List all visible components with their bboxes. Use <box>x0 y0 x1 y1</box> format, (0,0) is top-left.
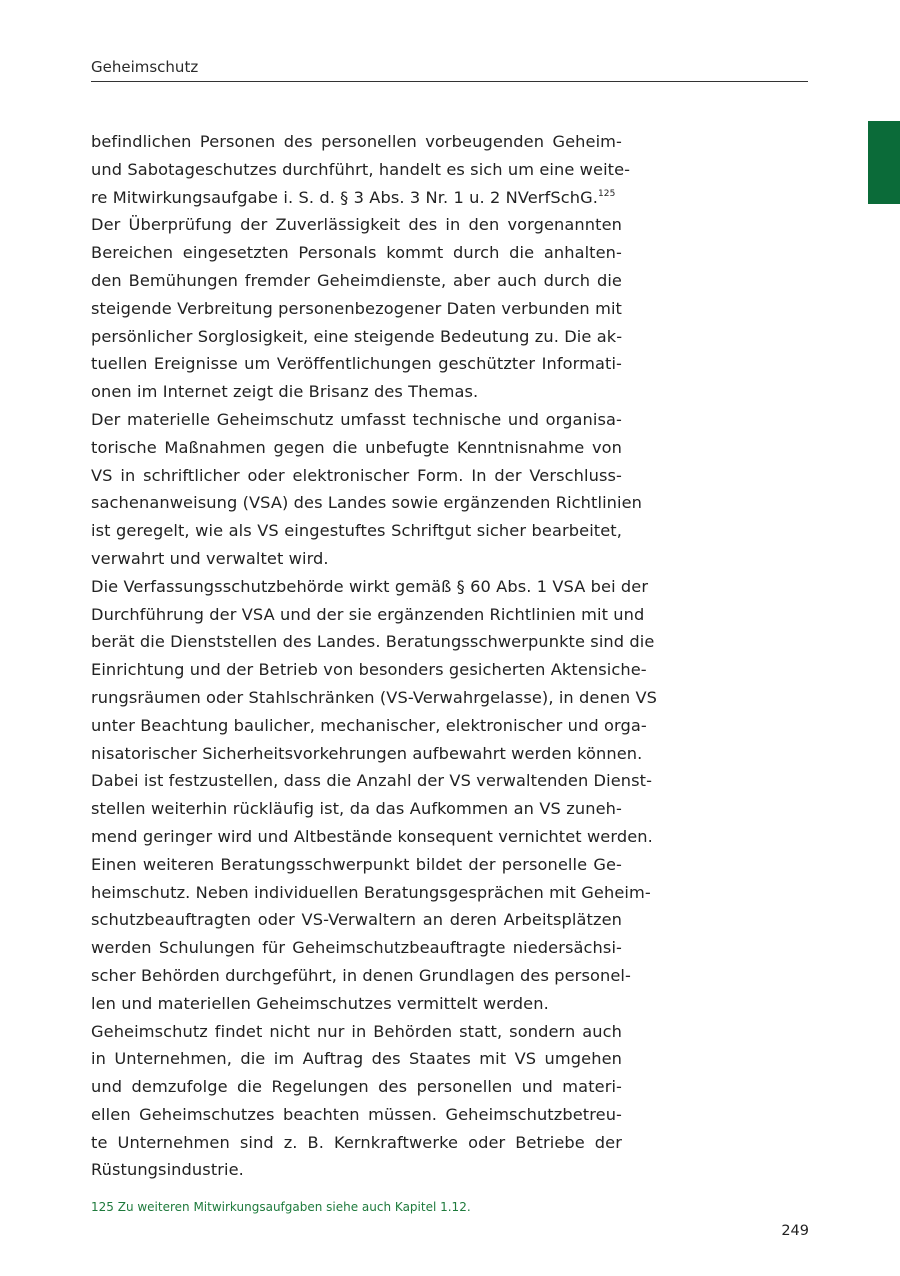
text-line: mend geringer wird und Altbestände konsequent vernichtet werden. <box>91 826 653 846</box>
text-line: Der materielle Geheimschutz umfasst technische und organisa- <box>91 409 622 429</box>
footnote-reference: 125 <box>597 188 616 199</box>
text-line: befindlichen Personen des personellen vorbeugenden Geheim- <box>91 132 622 151</box>
paragraph-1 <box>91 128 631 211</box>
chapter-tab-marker <box>868 121 900 204</box>
text-line: rungsräumen oder Stahlschränken (VS-Verwahrgelasse), in denen VS <box>91 687 658 707</box>
text-line: ist geregelt, wie als VS eingestuftes Schriftgut sicher bearbeitet, <box>91 521 622 541</box>
text-line: unter Beachtung baulicher, mechanischer, elektronischer und orga- <box>91 715 647 735</box>
text-line: schutzbeauftragten oder VS-Verwaltern an deren Arbeitsplätzen <box>91 910 622 930</box>
text-line: steigende Verbreitung personenbezogener Daten verbunden mit <box>91 298 622 318</box>
text-line: tuellen Ereignisse um Veröffentlichungen geschützter Informati- <box>91 354 622 374</box>
text-line: heimschutz. Neben individuellen Beratungsgesprächen mit Geheim- <box>91 882 651 902</box>
text-line: VS in schriftlicher oder elektronischer Form. In der Verschluss- <box>91 465 622 485</box>
text-line: berät die Dienststellen des Landes. Beratungsschwerpunkte sind die <box>91 632 655 652</box>
text-line: torische Maßnahmen gegen die unbefugte Kenntnisnahme von <box>91 437 622 457</box>
text-line: den Bemühungen fremder Geheimdienste, aber auch durch die <box>91 270 622 290</box>
text-line: Die Verfassungsschutzbehörde wirkt gemäß § 60 Abs. 1 VSA bei der <box>91 576 649 596</box>
text-line: Durchführung der VSA und der sie ergänzenden Richtlinien mit und <box>91 604 645 624</box>
text-line: Der Überprüfung der Zuverlässigkeit des in den vorgenannten <box>91 215 622 235</box>
text-line: Dabei ist festzustellen, dass die Anzahl der VS verwaltenden Dienst- <box>91 771 653 791</box>
body-text <box>91 128 658 1184</box>
text-line: scher Behörden durchgeführt, in denen Grundlagen des personel- <box>91 965 631 985</box>
text-line: onen im Internet zeigt die Brisanz des Themas. <box>91 382 479 402</box>
text-line: verwahrt und verwaltet wird. <box>91 548 329 568</box>
text-line: Einrichtung und der Betrieb von besonders gesicherten Aktensiche- <box>91 660 647 680</box>
running-header-title: Geheimschutz <box>91 58 199 76</box>
text-line: Geheimschutz findet nicht nur in Behörden statt, sondern auch <box>91 1021 622 1041</box>
header-divider <box>91 81 808 82</box>
paragraph-3 <box>91 406 643 573</box>
text-line: Rüstungsindustrie. <box>91 1160 244 1180</box>
text-line: sachenanweisung (VSA) des Landes sowie ergänzenden Richtlinien <box>91 493 643 513</box>
text-line: te Unternehmen sind z. B. Kernkraftwerke oder Betriebe der <box>91 1132 622 1152</box>
text-line: und demzufolge die Regelungen des personellen und materi- <box>91 1077 622 1097</box>
text-line: nisatorischer Sicherheitsvorkehrungen aufbewahrt werden können. <box>91 743 643 763</box>
text-line: persönlicher Sorglosigkeit, eine steigende Bedeutung zu. Die ak- <box>91 326 623 346</box>
text-line-content: re Mitwirkungsaufgabe i. S. d. § 3 Abs. 3 Nr. 1 u. 2 NVerfSchG. <box>91 187 598 207</box>
text-line: in Unternehmen, die im Auftrag des Staates mit VS umgehen <box>91 1049 622 1069</box>
footnote-125: 125 Zu weiteren Mitwirkungsaufgaben siehe auch Kapitel 1.12. <box>91 1200 471 1214</box>
paragraph-4 <box>91 573 658 1018</box>
text-line: und Sabotageschutzes durchführt, handelt es sich um eine weite- <box>91 159 631 179</box>
page-number: 249 <box>781 1223 809 1239</box>
text-line: werden Schulungen für Geheimschutzbeauftragte niedersächsi- <box>91 938 622 958</box>
paragraph-2 <box>91 211 622 406</box>
text-line: stellen weiterhin rückläufig ist, da das Aufkommen an VS zuneh- <box>91 799 622 819</box>
text-line <box>91 184 622 212</box>
paragraph-5 <box>91 1018 622 1185</box>
text-line: len und materiellen Geheimschutzes vermittelt werden. <box>91 993 549 1013</box>
text-line: ellen Geheimschutzes beachten müssen. Geheimschutzbetreu- <box>91 1104 622 1124</box>
text-line: Einen weiteren Beratungsschwerpunkt bildet der personelle Ge- <box>91 854 622 874</box>
text-line: Bereichen eingesetzten Personals kommt durch die anhalten- <box>91 243 622 263</box>
